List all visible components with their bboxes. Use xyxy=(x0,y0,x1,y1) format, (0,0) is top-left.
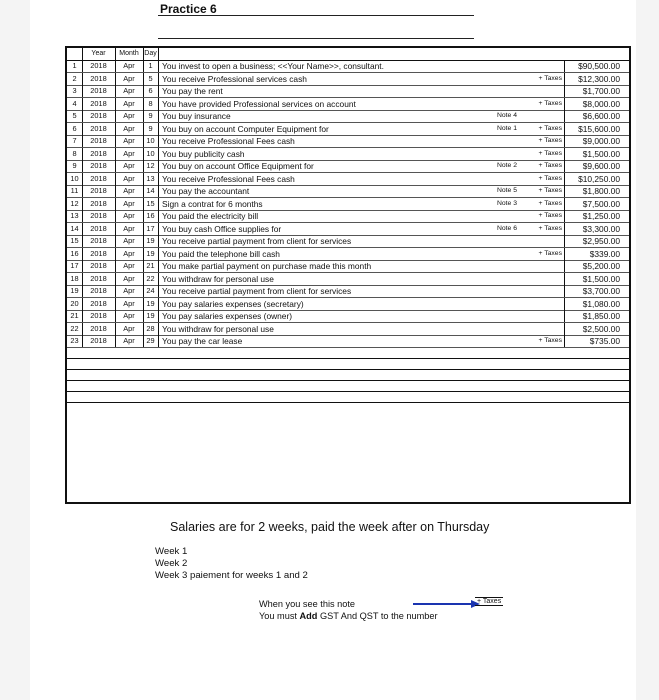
row-amount: $1,080.00 xyxy=(582,298,620,309)
row-index: 21 xyxy=(67,310,83,322)
row-note xyxy=(467,260,517,272)
row-year: 2018 xyxy=(82,85,116,97)
note-line-2-bold: Add xyxy=(299,611,318,621)
row-day: 1 xyxy=(143,60,159,72)
row-month: Apr xyxy=(115,123,144,135)
table-row xyxy=(67,210,629,223)
row-year: 2018 xyxy=(82,248,116,260)
row-index: 7 xyxy=(67,135,83,147)
row-index: 19 xyxy=(67,285,83,297)
row-year: 2018 xyxy=(82,60,116,72)
row-amount: $90,500.00 xyxy=(578,61,620,71)
row-month: Apr xyxy=(115,260,144,272)
row-year: 2018 xyxy=(82,185,116,197)
row-index: 14 xyxy=(67,223,83,235)
row-description: You pay the car lease xyxy=(162,336,243,346)
row-amount: $1,250.00 xyxy=(582,211,620,221)
row-month: Apr xyxy=(115,198,144,210)
row-taxes: + Taxes xyxy=(517,160,565,172)
arrow-shaft xyxy=(413,603,473,605)
footer-notes xyxy=(155,520,615,621)
row-note xyxy=(467,210,517,222)
row-description: You buy cash Office supplies for xyxy=(162,223,282,234)
row-day: 12 xyxy=(143,160,159,172)
row-year: 2018 xyxy=(82,335,116,347)
row-year: 2018 xyxy=(82,310,116,322)
row-month: Apr xyxy=(115,223,144,235)
row-note xyxy=(467,98,517,110)
row-note xyxy=(467,248,517,260)
row-year: 2018 xyxy=(82,135,116,147)
row-day: 19 xyxy=(143,248,159,260)
row-taxes xyxy=(517,273,565,285)
row-taxes: + Taxes xyxy=(517,335,565,347)
table-row xyxy=(67,285,629,298)
blank-row xyxy=(67,381,629,392)
row-index: 20 xyxy=(67,298,83,310)
right-arrow-icon xyxy=(413,600,481,608)
row-month: Apr xyxy=(115,310,144,322)
table-row xyxy=(67,110,629,123)
row-day: 19 xyxy=(143,310,159,322)
row-note: Note 2 xyxy=(496,162,517,169)
row-taxes: + Taxes xyxy=(517,173,565,185)
row-day: 24 xyxy=(143,285,159,297)
header-day: Day xyxy=(143,48,159,60)
row-description: You receive Professional Fees cash xyxy=(162,136,295,146)
row-note xyxy=(467,85,517,97)
row-note xyxy=(467,273,517,285)
row-day: 16 xyxy=(143,210,159,222)
row-description: You withdraw for personal use xyxy=(162,323,274,334)
row-year: 2018 xyxy=(82,285,116,297)
table-row xyxy=(67,248,629,261)
row-taxes: + Taxes xyxy=(517,248,565,260)
row-description: You paid the telephone bill cash xyxy=(162,248,280,259)
note-line-2-pre: You must xyxy=(259,611,300,621)
row-taxes: + Taxes xyxy=(517,185,565,197)
row-day: 19 xyxy=(143,298,159,310)
row-day: 17 xyxy=(143,223,159,235)
row-month: Apr xyxy=(115,110,144,122)
row-taxes xyxy=(517,310,565,322)
row-amount: $8,000.00 xyxy=(582,98,620,109)
row-description: You buy insurance xyxy=(162,111,231,121)
table-row xyxy=(67,148,629,161)
row-index: 15 xyxy=(67,235,83,247)
row-taxes: + Taxes xyxy=(517,148,565,160)
row-index: 2 xyxy=(67,73,83,85)
row-taxes xyxy=(517,110,565,122)
row-amount: $6,600.00 xyxy=(582,111,620,121)
row-month: Apr xyxy=(115,285,144,297)
row-taxes xyxy=(517,285,565,297)
row-amount: $12,300.00 xyxy=(578,73,620,84)
row-note: Note 1 xyxy=(496,124,517,132)
row-note xyxy=(467,173,517,185)
header-year: Year xyxy=(82,48,116,60)
row-amount: $339.00 xyxy=(589,248,620,259)
row-note xyxy=(467,323,517,335)
row-month: Apr xyxy=(115,235,144,247)
row-day: 5 xyxy=(143,73,159,85)
row-year: 2018 xyxy=(82,110,116,122)
row-year: 2018 xyxy=(82,298,116,310)
row-description: You receive partial payment from client for services xyxy=(162,286,352,296)
row-day: 21 xyxy=(143,260,159,272)
table-row xyxy=(67,98,629,111)
row-amount: $1,800.00 xyxy=(582,186,620,196)
row-amount: $15,600.00 xyxy=(578,123,620,134)
row-index: 4 xyxy=(67,98,83,110)
row-description: You buy on account Office Equipment for xyxy=(162,161,314,171)
row-note xyxy=(467,135,517,147)
table-row xyxy=(67,235,629,248)
row-year: 2018 xyxy=(82,148,116,160)
row-description: You receive Professional Fees cash xyxy=(162,173,295,184)
row-description: You pay the rent xyxy=(162,86,223,96)
row-taxes: + Taxes xyxy=(517,210,565,222)
row-index: 16 xyxy=(67,248,83,260)
row-index: 5 xyxy=(67,110,83,122)
table-row xyxy=(67,335,629,348)
row-day: 6 xyxy=(143,85,159,97)
blank-row xyxy=(67,392,629,403)
row-amount: $3,700.00 xyxy=(582,286,620,296)
row-taxes: + Taxes xyxy=(517,135,565,147)
table-row xyxy=(67,60,629,73)
row-taxes: + Taxes xyxy=(517,223,565,235)
row-index: 11 xyxy=(67,185,83,197)
row-index: 18 xyxy=(67,273,83,285)
row-note xyxy=(467,235,517,247)
row-month: Apr xyxy=(115,298,144,310)
row-year: 2018 xyxy=(82,160,116,172)
row-note xyxy=(467,298,517,310)
row-taxes: + Taxes xyxy=(517,198,565,210)
row-note: Note 4 xyxy=(496,112,517,119)
table-row xyxy=(67,185,629,198)
row-month: Apr xyxy=(115,160,144,172)
row-day: 19 xyxy=(143,235,159,247)
row-day: 28 xyxy=(143,323,159,335)
row-year: 2018 xyxy=(82,173,116,185)
taxes-legend: + Taxes xyxy=(477,598,502,605)
row-year: 2018 xyxy=(82,98,116,110)
row-amount: $9,600.00 xyxy=(582,161,620,171)
row-amount: $7,500.00 xyxy=(582,198,620,209)
row-month: Apr xyxy=(115,73,144,85)
row-amount: $2,500.00 xyxy=(582,323,620,334)
row-index: 22 xyxy=(67,323,83,335)
row-index: 6 xyxy=(67,123,83,135)
row-index: 10 xyxy=(67,173,83,185)
row-day: 29 xyxy=(143,335,159,347)
header-month: Month xyxy=(115,48,144,60)
week-1: Week 1 xyxy=(155,546,188,557)
row-index: 13 xyxy=(67,210,83,222)
row-taxes xyxy=(517,260,565,272)
row-note: Note 6 xyxy=(496,224,517,232)
row-taxes xyxy=(517,298,565,310)
row-day: 22 xyxy=(143,273,159,285)
row-amount: $10,250.00 xyxy=(578,173,620,184)
row-note xyxy=(467,60,517,72)
row-taxes xyxy=(517,60,565,72)
row-day: 8 xyxy=(143,98,159,110)
row-month: Apr xyxy=(115,173,144,185)
row-day: 9 xyxy=(143,123,159,135)
row-year: 2018 xyxy=(82,223,116,235)
blank-row xyxy=(67,359,629,370)
transactions-table xyxy=(65,46,631,504)
row-note xyxy=(467,148,517,160)
row-day: 10 xyxy=(143,135,159,147)
row-description: You invest to open a business; <<Your Name>>, consultant. xyxy=(162,61,384,71)
row-index: 3 xyxy=(67,85,83,97)
row-description: You pay the accountant xyxy=(162,186,250,196)
table-row xyxy=(67,173,629,186)
table-row xyxy=(67,323,629,336)
table-row xyxy=(67,135,629,148)
row-month: Apr xyxy=(115,60,144,72)
row-index: 1 xyxy=(67,60,83,72)
row-month: Apr xyxy=(115,210,144,222)
table-row xyxy=(67,223,629,236)
document-page xyxy=(30,0,636,700)
blank-row xyxy=(67,348,629,359)
row-day: 14 xyxy=(143,185,159,197)
table-row xyxy=(67,298,629,311)
row-index: 23 xyxy=(67,335,83,347)
row-year: 2018 xyxy=(82,323,116,335)
row-day: 10 xyxy=(143,148,159,160)
row-amount: $3,300.00 xyxy=(582,223,620,234)
row-description: You make partial payment on purchase made this month xyxy=(162,261,372,271)
table-row xyxy=(67,310,629,323)
row-note xyxy=(467,310,517,322)
note-line-1: When you see this note xyxy=(259,599,356,609)
row-index: 9 xyxy=(67,160,83,172)
row-month: Apr xyxy=(115,323,144,335)
row-month: Apr xyxy=(115,85,144,97)
row-description: You have provided Professional services on account xyxy=(162,98,356,109)
row-note xyxy=(467,335,517,347)
row-month: Apr xyxy=(115,148,144,160)
row-year: 2018 xyxy=(82,235,116,247)
row-index: 17 xyxy=(67,260,83,272)
row-description: You buy publicity cash xyxy=(162,148,245,159)
salaries-note: Salaries are for 2 weeks, paid the week after on Thursday xyxy=(170,520,490,534)
row-description: You buy on account Computer Equipment for xyxy=(162,123,329,134)
table-row xyxy=(67,198,629,211)
row-amount: $1,500.00 xyxy=(582,148,620,159)
row-taxes xyxy=(517,85,565,97)
row-year: 2018 xyxy=(82,260,116,272)
table-row xyxy=(67,160,629,173)
row-taxes: + Taxes xyxy=(517,123,565,135)
row-month: Apr xyxy=(115,335,144,347)
row-month: Apr xyxy=(115,273,144,285)
row-taxes xyxy=(517,235,565,247)
row-month: Apr xyxy=(115,185,144,197)
row-taxes: + Taxes xyxy=(517,98,565,110)
row-description: You paid the electricity bill xyxy=(162,211,259,221)
row-description: You pay salaries expenses (owner) xyxy=(162,311,293,321)
row-taxes xyxy=(517,323,565,335)
row-amount: $735.00 xyxy=(589,336,620,346)
table-row xyxy=(67,85,629,98)
row-year: 2018 xyxy=(82,198,116,210)
row-amount: $1,700.00 xyxy=(582,86,620,96)
row-year: 2018 xyxy=(82,210,116,222)
row-note: Note 5 xyxy=(496,187,517,194)
row-description: You withdraw for personal use xyxy=(162,273,274,284)
row-amount: $1,850.00 xyxy=(582,311,620,321)
row-amount: $9,000.00 xyxy=(582,136,620,146)
page-title: Practice 6 xyxy=(160,2,217,16)
row-description: You receive Professional services cash xyxy=(162,73,307,84)
week-2: Week 2 xyxy=(155,558,188,569)
row-description: You receive partial payment from client for services xyxy=(162,236,352,246)
title-underline xyxy=(158,15,474,16)
table-row xyxy=(67,273,629,286)
row-amount: $5,200.00 xyxy=(582,261,620,271)
row-month: Apr xyxy=(115,135,144,147)
row-amount: $2,950.00 xyxy=(582,236,620,246)
note-line-2-post: GST And QST to the number xyxy=(317,611,438,621)
row-note xyxy=(467,73,517,85)
row-year: 2018 xyxy=(82,123,116,135)
row-description: Sign a contrat for 6 months xyxy=(162,198,263,209)
row-month: Apr xyxy=(115,248,144,260)
header-index xyxy=(67,48,83,60)
row-day: 9 xyxy=(143,110,159,122)
row-index: 12 xyxy=(67,198,83,210)
row-amount: $1,500.00 xyxy=(582,273,620,284)
row-year: 2018 xyxy=(82,73,116,85)
week-3: Week 3 paiement for weeks 1 and 2 xyxy=(155,570,308,581)
row-index: 8 xyxy=(67,148,83,160)
row-month: Apr xyxy=(115,98,144,110)
row-description: You pay salaries expenses (secretary) xyxy=(162,298,304,309)
row-note xyxy=(467,285,517,297)
blank-row xyxy=(67,370,629,381)
table-row xyxy=(67,123,629,136)
row-day: 13 xyxy=(143,173,159,185)
row-year: 2018 xyxy=(82,273,116,285)
row-day: 15 xyxy=(143,198,159,210)
table-row xyxy=(67,260,629,273)
row-taxes: + Taxes xyxy=(517,73,565,85)
table-row xyxy=(67,73,629,86)
title-rule xyxy=(158,38,474,39)
row-note: Note 3 xyxy=(496,199,517,207)
note-line-2 xyxy=(259,610,589,622)
